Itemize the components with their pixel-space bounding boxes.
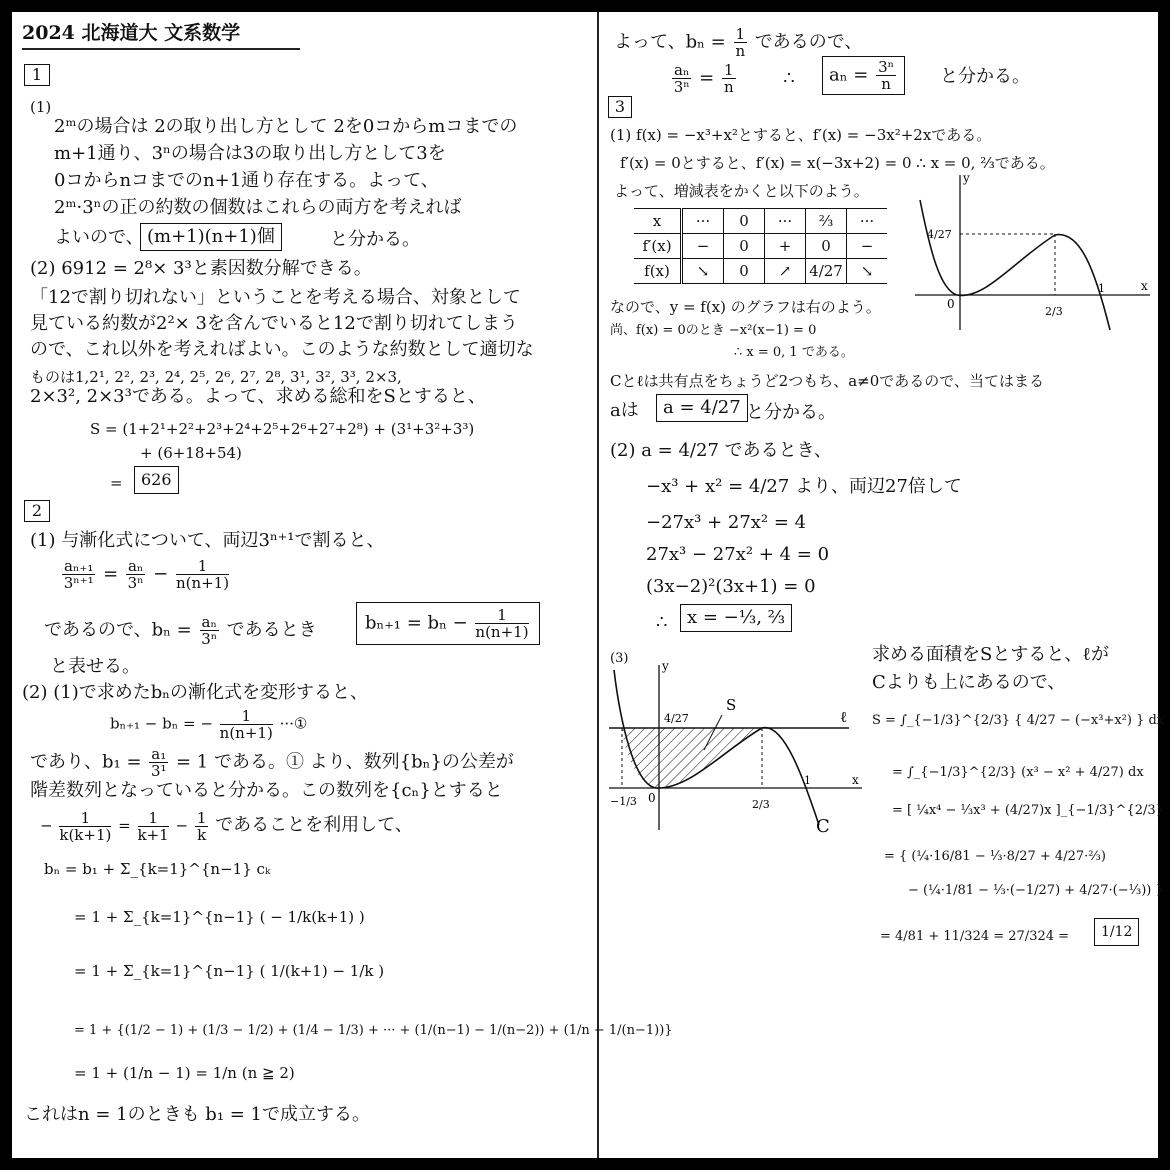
q3-p2-line2: −x³ + x² = 4/27 より、両辺27倍して: [646, 476, 962, 497]
q3-p1-line6: ∴ x = 0, 1 である。: [734, 345, 854, 360]
denominator: n: [735, 42, 746, 60]
table-cell: 4/27: [806, 259, 847, 284]
q1-p2-line2: 「12で割り切れない」ということを考える場合、対象として: [30, 287, 521, 308]
q1-p1-line3: 0コからnコまでのn+1通り存在する。よって、: [54, 170, 439, 191]
table-cell: 0: [724, 259, 765, 284]
r-line1: [614, 26, 862, 59]
denominator: k: [197, 826, 207, 844]
q3-p1-answer-box: a = 4/27: [656, 394, 748, 422]
tick-label-1: 1: [1098, 282, 1105, 295]
equals-sign: =: [699, 67, 715, 89]
table-row: [634, 234, 887, 259]
q3-p2-line3: −27x³ + 27x² = 4: [646, 512, 807, 533]
q2-p2-equation: [110, 708, 307, 741]
table-cell: 0: [806, 234, 847, 259]
question-3-number: 3: [608, 96, 632, 118]
equals-sign: =: [103, 563, 119, 585]
text: であり、b₁ =: [30, 751, 142, 773]
denominator: k+1: [137, 826, 169, 844]
text: であるとき: [226, 619, 317, 641]
tick-label-minus-1-3: −1/3: [610, 795, 637, 808]
fraction: [672, 62, 691, 95]
tick-label-2-3: 2/3: [752, 798, 770, 811]
q2-p1-answer-box: [356, 602, 540, 645]
question-1-number: 1: [24, 64, 50, 86]
label-l: ℓ: [840, 708, 848, 726]
q2-p2-line3: [30, 746, 514, 779]
q3-p3-step6: = 4/81 + 11/324 = 27/324 =: [880, 929, 1070, 944]
table-cell: 0: [724, 209, 765, 234]
title-underline: [22, 48, 300, 50]
denominator: n(n+1): [219, 724, 273, 742]
q2-p1-line3: [44, 614, 317, 647]
text: であるので、: [754, 31, 863, 53]
numerator: 1: [220, 708, 273, 725]
q2-p2-conclusion: これはn = 1のときも b₁ = 1で成立する。: [24, 1104, 371, 1125]
q2-p2-line4: 階差数列となっていると分かる。この数列を{cₙ}とすると: [30, 780, 503, 801]
fraction: [62, 558, 95, 591]
q3-p1-line4: なので、y = f(x) のグラフは右のよう。: [610, 298, 881, 316]
q3-p2-line5: (3x−2)²(3x+1) = 0: [646, 576, 816, 597]
axis-label-x: x: [852, 773, 859, 787]
fraction: [876, 59, 896, 92]
table-cell: ···: [682, 209, 724, 234]
numerator: 1: [475, 607, 528, 624]
q3-p3-step2: = ∫_{−1/3}^{2/3} (x³ − x² + 4/27) dx: [892, 765, 1144, 780]
minus-sign: −: [175, 816, 189, 835]
q1-p2-line4: ので、これ以外を考えればよい。このような約数として適切な: [30, 339, 534, 360]
denominator: n(n+1): [175, 574, 230, 592]
axis-label-x: x: [1141, 279, 1148, 293]
numerator: 1: [176, 558, 229, 575]
numerator: aₙ: [674, 61, 690, 79]
table-cell: 0: [724, 234, 765, 259]
table-cell: x: [634, 209, 682, 234]
origin-label: 0: [947, 297, 955, 311]
numerator: aₙ: [127, 557, 144, 575]
denominator: 3ⁿ: [201, 630, 218, 648]
q1-part1-label: (1): [30, 98, 52, 116]
text: aₙ =: [829, 64, 869, 86]
q2-p2-step4: = 1 + {(1/2 − 1) + (1/3 − 1/2) + (1/4 − 1/3) + ··· + (1/(n−1) − 1/(n−2)) + (1/n − 1/(n−1))}: [74, 1023, 673, 1038]
denominator: n(n+1): [475, 623, 529, 641]
q1-p1-line2: m+1通り、3ⁿの場合は3の取り出し方として3を: [54, 143, 446, 164]
table-cell: +: [765, 234, 806, 259]
label-c: C: [816, 816, 830, 837]
q3-p3-label: (3): [610, 651, 629, 666]
q3-p3-text2: Cよりも上にあるので、: [872, 672, 1066, 693]
fraction: [220, 708, 273, 741]
numerator: 1: [59, 810, 111, 827]
q1-p1-line5b: と分かる。: [330, 229, 420, 250]
denominator: 3ⁿ: [127, 574, 144, 592]
denominator: n: [723, 78, 734, 96]
q3-p1-line2: f′(x) = 0とすると、f′(x) = x(−3x+2) = 0 ∴ x = 0, ⅔である。: [620, 154, 1055, 172]
text: = 1 である。① より、数列{bₙ}の公差が: [175, 751, 514, 773]
peak-label: 4/27: [927, 228, 952, 241]
minus-sign: −: [153, 563, 169, 585]
q1-p2-line3: 見ている約数が2²× 3を含んでいると12で割り切れてしまう: [30, 313, 518, 334]
q3-p2-answer-box: x = −⅓, ⅔: [680, 604, 792, 632]
q1-p1-line1: 2ᵐの場合は 2の取り出し方として 2を0コからmコまでの: [54, 116, 518, 137]
tick-label-2-3: 2/3: [1045, 305, 1063, 318]
fraction: [195, 810, 209, 843]
tick-label-1: 1: [804, 774, 811, 787]
fraction: [722, 62, 736, 95]
numerator: aₙ₊₁: [64, 557, 94, 575]
text: bₙ₊₁ − bₙ = −: [110, 714, 213, 733]
table-cell: ···: [847, 209, 888, 234]
q3-p1-line5: 尚、f(x) = 0のとき −x²(x−1) = 0: [610, 323, 817, 338]
fraction: [138, 810, 169, 843]
q1-p2-line5: ものは1,2¹, 2², 2³, 2⁴, 2⁵, 2⁶, 2⁷, 2⁸, 3¹, 3², 3³, 2×3,: [30, 368, 402, 386]
question-2-number: 2: [24, 500, 50, 522]
q2-p2-step1: bₙ = b₁ + Σ_{k=1}^{n−1} cₖ: [44, 860, 271, 878]
q3-p3-answer-box: 1/12: [1094, 918, 1139, 946]
q3-p1-line8a: aは: [610, 400, 639, 421]
q1-sum-equals: =: [110, 474, 123, 492]
q3-p1-line8b: と分かる。: [746, 402, 836, 423]
numerator: 1: [724, 61, 734, 79]
table-cell: ⅔: [806, 209, 847, 234]
table-cell: ↘: [682, 259, 724, 284]
text: bₙ₊₁ = bₙ −: [365, 612, 468, 634]
peak-label: 4/27: [664, 712, 689, 725]
numerator: aₙ: [201, 613, 217, 631]
numerator: 1: [735, 25, 746, 43]
table-cell: f′(x): [634, 234, 682, 259]
table-row: [634, 209, 887, 234]
q3-p1-line3: よって、増減表をかくと以下のよう。: [614, 182, 869, 200]
axis-label-y: y: [963, 171, 970, 185]
graph-cubic-increase-decrease: [905, 170, 1155, 340]
fraction: [200, 614, 219, 647]
column-divider: [597, 12, 599, 1158]
q3-p2-therefore: ∴: [656, 612, 668, 633]
q2-p2-line5: [40, 810, 413, 843]
r-answer-box: [822, 56, 905, 95]
q1-p1-line5a: よいので、: [54, 227, 144, 248]
text: であるので、bₙ =: [44, 619, 192, 641]
increase-decrease-table: [634, 208, 887, 284]
q1-p1-line4: 2ᵐ·3ⁿの正の約数の個数はこれらの両方を考えれば: [54, 197, 462, 218]
fraction: [176, 558, 229, 591]
table-cell: f(x): [634, 259, 682, 284]
fraction: [59, 810, 111, 843]
q3-p1-line1: (1) f(x) = −x³+x²とすると、f′(x) = −3x²+2xである。: [610, 126, 992, 144]
r-line2-tail: と分かる。: [940, 66, 1030, 87]
fraction: [475, 607, 528, 640]
q2-p2-line1: (2) (1)で求めたbₙの漸化式を変形すると、: [22, 682, 369, 703]
axis-label-y: y: [662, 660, 669, 673]
q1-p2-answer-box: 626: [134, 466, 179, 494]
q2-p1-line1: (1) 与漸化式について、両辺3ⁿ⁺¹で割ると、: [30, 530, 385, 551]
q2-p2-step2: = 1 + Σ_{k=1}^{n−1} ( − 1/k(k+1) ): [74, 908, 365, 926]
table-row: [634, 259, 887, 284]
text: ···①: [279, 714, 308, 733]
q1-p1-answer-box: (m+1)(n+1)個: [140, 223, 282, 251]
denominator: 3¹: [150, 762, 167, 780]
minus-sign: −: [40, 816, 53, 835]
q3-p3-step1: S = ∫_{−1/3}^{2/3} { 4/27 − (−x³+x²) } dx: [872, 713, 1165, 728]
denominator: k(k+1): [59, 826, 112, 844]
fraction: [149, 746, 168, 779]
q3-p2-line4: 27x³ − 27x² + 4 = 0: [646, 544, 830, 565]
table-cell: −: [682, 234, 724, 259]
q3-p2-line1: (2) a = 4/27 であるとき、: [610, 440, 832, 461]
therefore-symbol: ∴: [783, 67, 795, 89]
numerator: a₁: [151, 745, 167, 763]
r-line2: [670, 62, 795, 95]
q2-p1-line4: と表せる。: [50, 656, 140, 677]
numerator: 1: [196, 809, 207, 827]
denominator: n: [881, 75, 891, 93]
table-cell: ↘: [847, 259, 888, 284]
text: よって、bₙ =: [614, 31, 726, 53]
denominator: 3ⁿ: [673, 78, 690, 96]
q1-p2-line1: (2) 6912 = 2⁸× 3³と素因数分解できる。: [30, 258, 372, 279]
q3-p1-line7: Cとℓは共有点をちょうど2つもち、a≠0であるので、当てはまる: [610, 372, 1044, 390]
q2-p2-step5: = 1 + (1/n − 1) = 1/n (n ≧ 2): [74, 1064, 295, 1082]
table-cell: ↗: [765, 259, 806, 284]
denominator: 3ⁿ⁺¹: [63, 574, 94, 592]
q2-p2-step3: = 1 + Σ_{k=1}^{n−1} ( 1/(k+1) − 1/k ): [74, 962, 385, 980]
q1-sum-line1: S = (1+2¹+2²+2³+2⁴+2⁵+2⁶+2⁷+2⁸) + (3¹+3²+3³): [90, 420, 475, 438]
numerator: 1: [138, 810, 169, 827]
q3-p3-step4: = { (¼·16/81 − ⅓·8/27 + 4/27·⅔): [884, 849, 1106, 864]
text: であることを利用して、: [215, 814, 413, 836]
fraction: [126, 558, 145, 591]
q1-sum-line2: + (6+18+54): [140, 444, 242, 462]
q2-p1-equation: [60, 558, 231, 591]
page-title: 2024 北海道大 文系数学: [22, 22, 241, 44]
equals-sign: =: [118, 816, 131, 835]
q3-p3-step3: = [ ¼x⁴ − ⅓x³ + (4/27)x ]_{−1/3}^{2/3}: [892, 803, 1164, 818]
graph-area: [604, 660, 866, 850]
table-cell: −: [847, 234, 888, 259]
fraction: [734, 26, 748, 59]
origin-label: 0: [648, 791, 656, 805]
table-cell: ···: [765, 209, 806, 234]
label-s: S: [726, 696, 737, 714]
numerator: 3ⁿ: [878, 58, 895, 76]
q3-p3-text1: 求める面積をSとすると、ℓが: [872, 644, 1109, 665]
q3-p3-step5: − (¼·1/81 − ⅓·(−1/27) + 4/27·(−⅓)) }: [908, 883, 1164, 898]
q1-p2-line6: 2×3², 2×3³である。よって、求める総和をSとすると、: [30, 386, 486, 407]
